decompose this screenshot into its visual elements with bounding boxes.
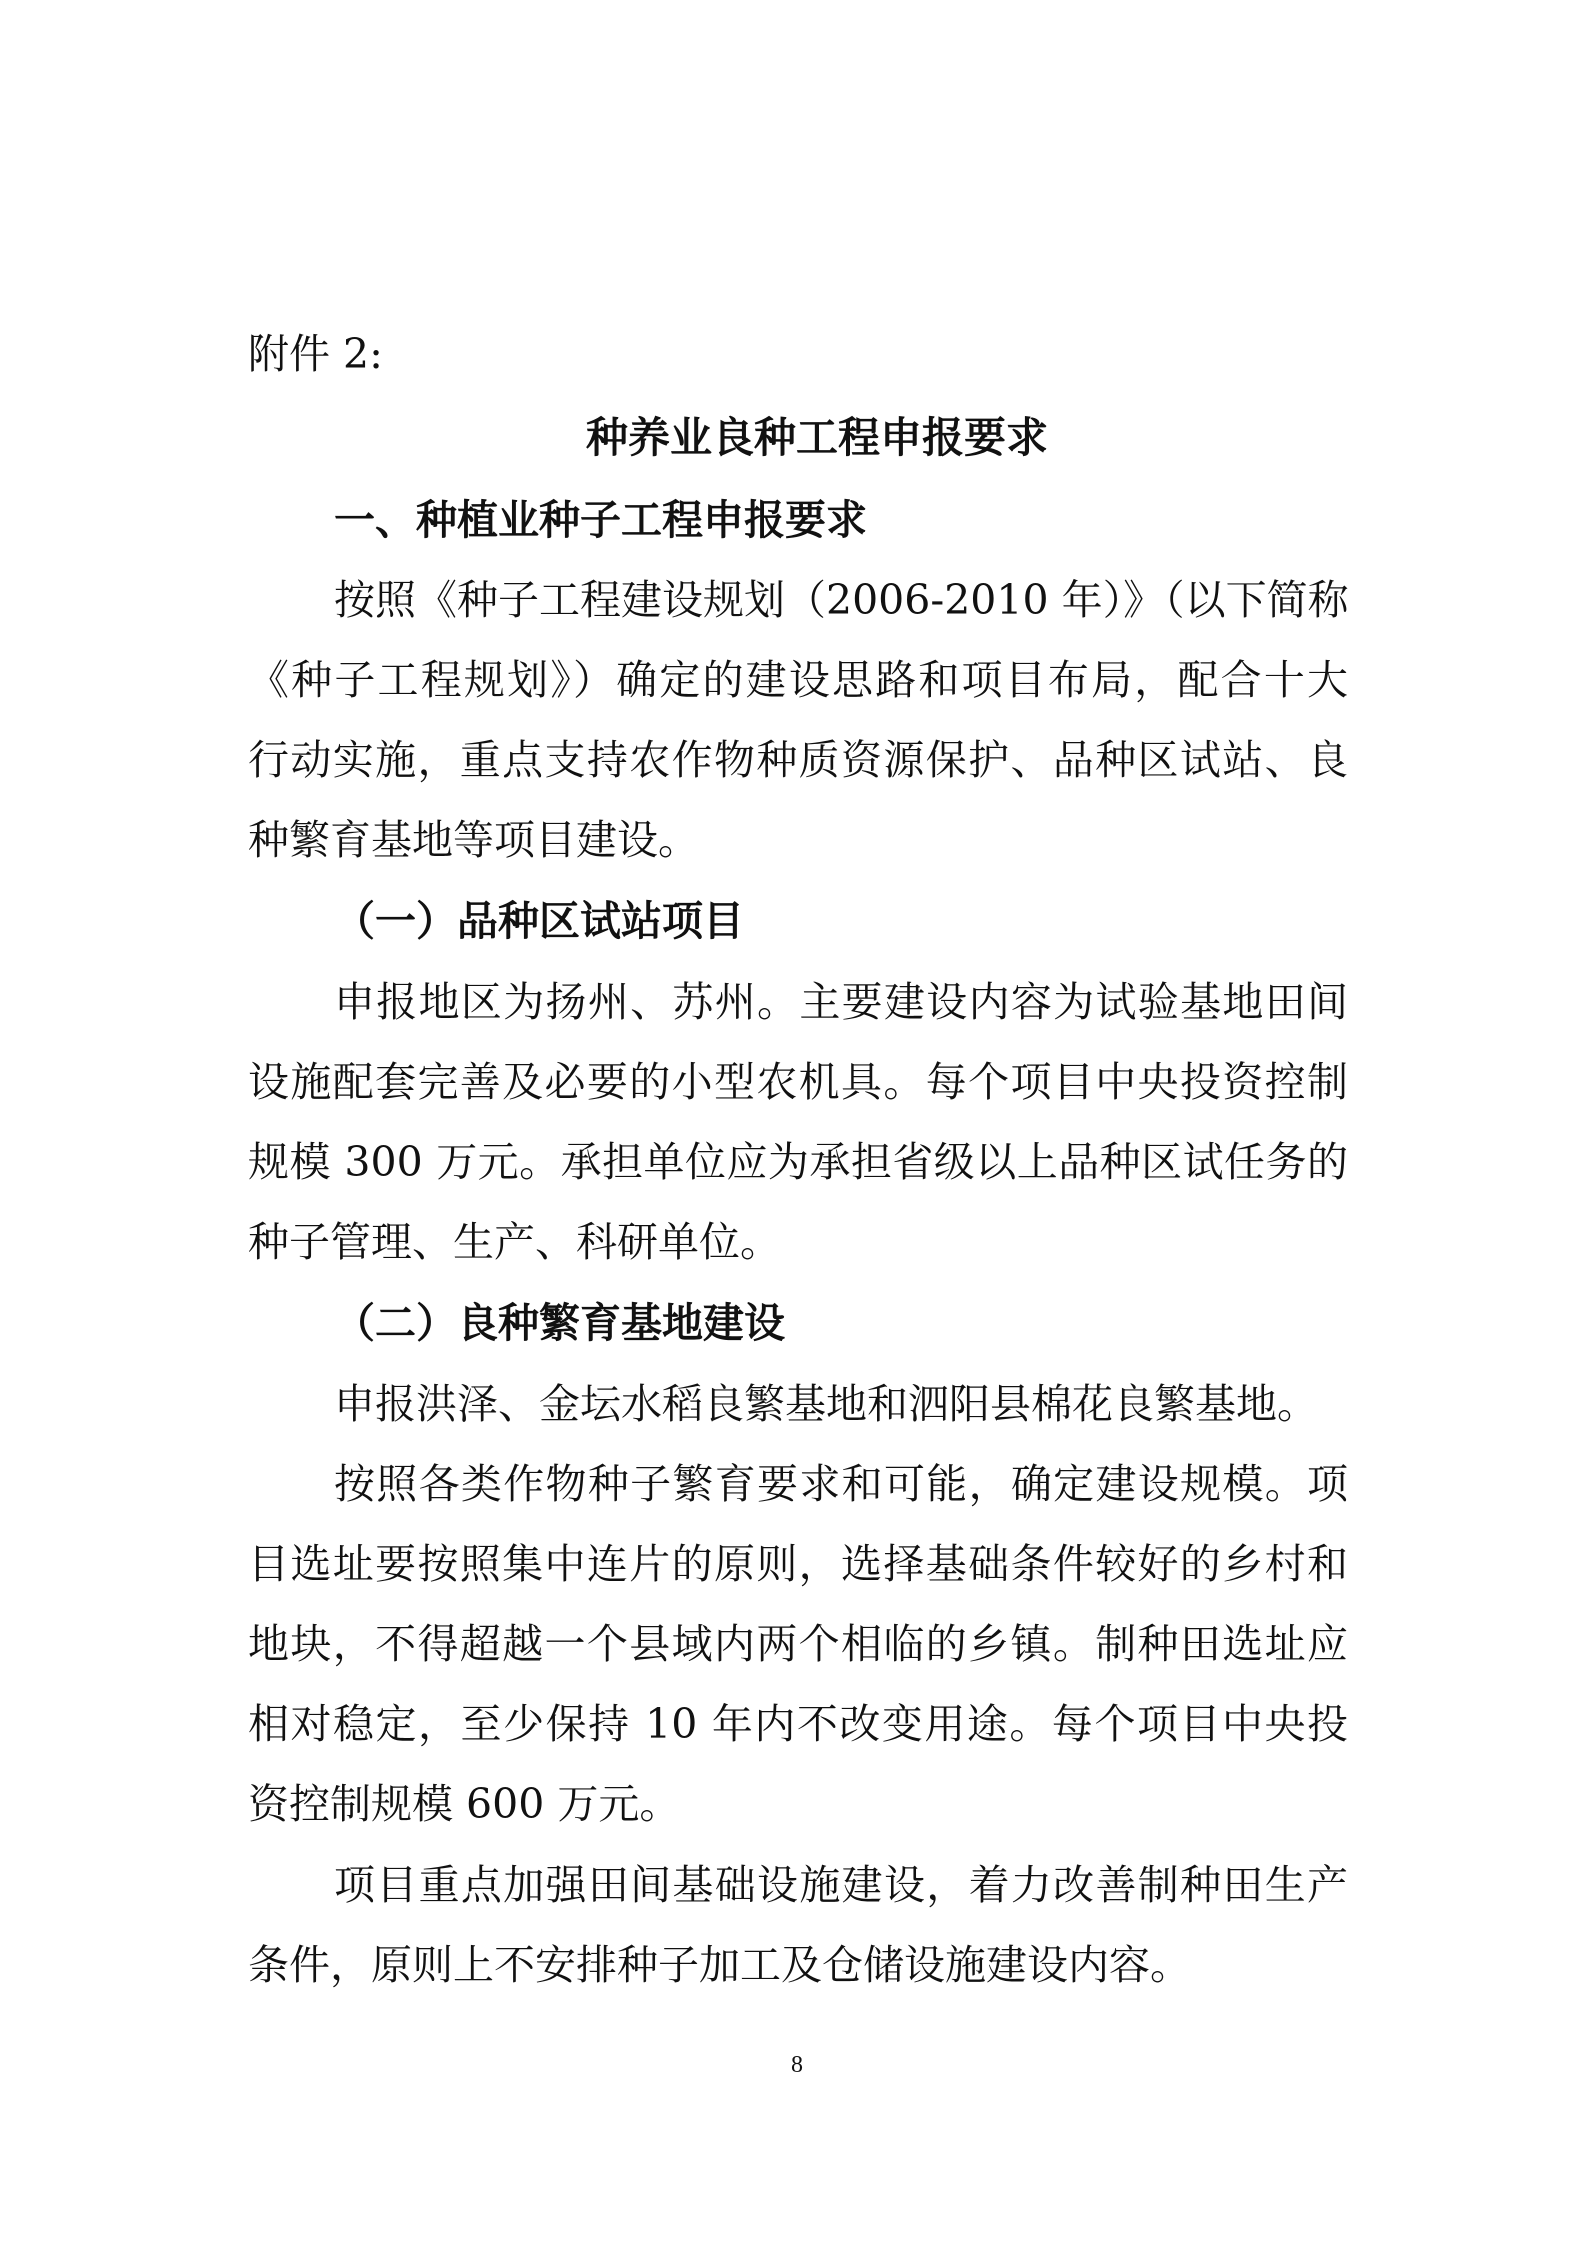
paragraph-line: 设施配套完善及必要的小型农机具。每个项目中央投资控制: [248, 1058, 1348, 1106]
paragraph-line: 目选址要按照集中连片的原则，选择基础条件较好的乡村和: [248, 1540, 1348, 1588]
paragraph-line: 种繁育基地等项目建设。: [248, 816, 699, 864]
attachment-label: 附件 2:: [248, 330, 383, 378]
subsection-heading-breeding-base: （二）良种繁育基地建设: [334, 1299, 785, 1347]
paragraph-line: 地块，不得超越一个县域内两个相临的乡镇。制种田选址应: [248, 1620, 1348, 1668]
paragraph-line: 项目重点加强田间基础设施建设，着力改善制种田生产: [334, 1861, 1348, 1909]
paragraph-line: 条件，原则上不安排种子加工及仓储设施建设内容。: [248, 1941, 1191, 1989]
paragraph-line: 申报地区为扬州、苏州。主要建设内容为试验基地田间: [334, 978, 1348, 1026]
paragraph-line: 按照《种子工程建设规划（2006-2010 年）》（以下简称: [334, 576, 1349, 624]
paragraph-line: 种子管理、生产、科研单位。: [248, 1218, 781, 1266]
paragraph-line: 按照各类作物种子繁育要求和可能，确定建设规模。项: [334, 1460, 1348, 1508]
subsection-heading-variety-trial: （一）品种区试站项目: [334, 897, 744, 945]
document-title: 种养业良种工程申报要求: [585, 413, 1048, 462]
paragraph-line: 相对稳定，至少保持 10 年内不改变用途。每个项目中央投: [248, 1700, 1348, 1748]
page-number: 8: [791, 2052, 803, 2078]
paragraph-line: 《种子工程规划》）确定的建设思路和项目布局，配合十大: [248, 656, 1348, 704]
paragraph-line: 规模 300 万元。承担单位应为承担省级以上品种区试任务的: [248, 1138, 1348, 1186]
paragraph-line: 行动实施，重点支持农作物种质资源保护、品种区试站、良: [248, 736, 1348, 784]
paragraph-line: 资控制规模 600 万元。: [248, 1780, 681, 1828]
paragraph-line: 申报洪泽、金坛水稻良繁基地和泗阳县棉花良繁基地。: [334, 1380, 1318, 1428]
section-heading-planting-seed: 一、种植业种子工程申报要求: [334, 496, 867, 544]
